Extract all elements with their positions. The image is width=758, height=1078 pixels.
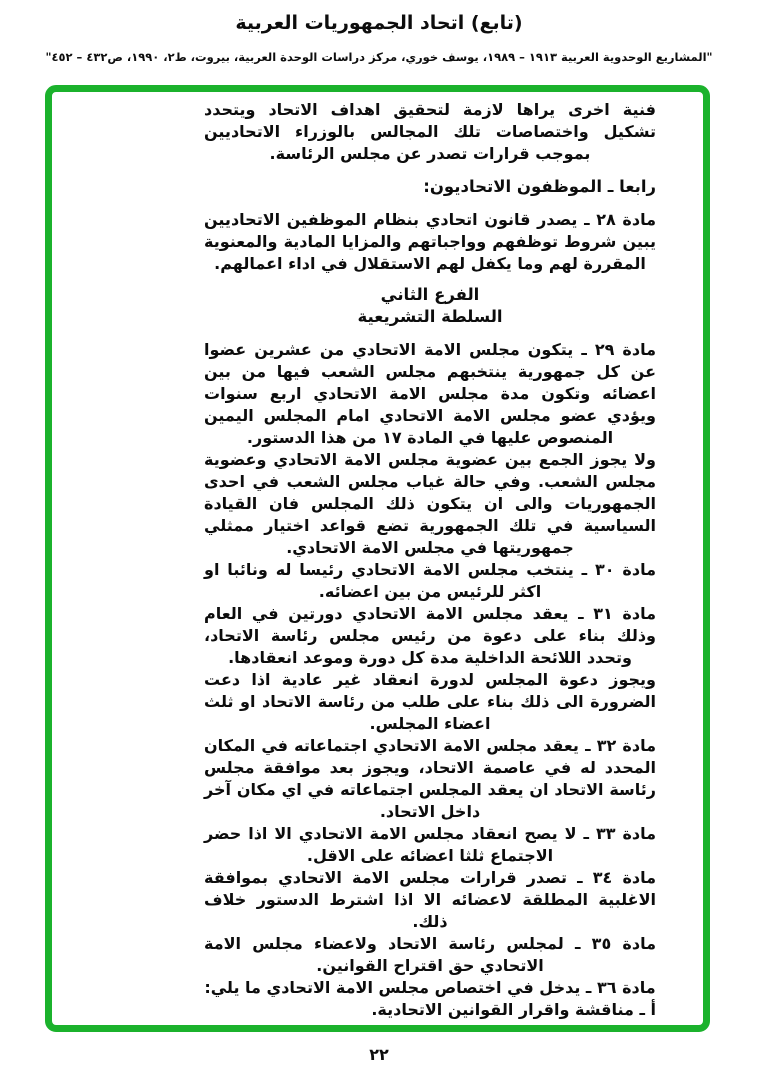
- article-36-item-a: أ ـ مناقشة واقرار القوانين الاتحادية.: [371, 1000, 656, 1019]
- article-31-continued: ويجوز دعوة المجلس لدورة انعقاد غير عادية اذا دعت الضرورة الى ذلك بناء على طلب من رئاسة الاتحاد او ثلث اعضاء المجلس.: [204, 670, 656, 733]
- branch-heading: [204, 284, 656, 328]
- article-30: مادة ٣٠ ـ ينتخب مجلس الامة الاتحادي رئيسا له ونائبا او اكثر للرئيس من بين اعضائه.: [204, 560, 656, 601]
- article-31: مادة ٣١ ـ يعقد مجلس الامة الاتحادي دورتين في العام وذلك بناء على دعوة من رئيس مجلس رئاسة الاتحاد، وتحدد اللائحة الداخلية مدة كل دورة وموعد انعقادها.: [204, 604, 657, 667]
- article-28: مادة ٢٨ ـ يصدر قانون اتحادي بنظام الموظفين الاتحاديين يبين شروط توظفهم وواجباتهم والمزايا المادية والمعنوية المقررة لهم وما يكفل لهم الاستقلال في اداء اعمالهم.: [204, 210, 656, 273]
- article-32: مادة ٣٢ ـ يعقد مجلس الامة الاتحادي اجتماعاته في المكان المحدد له في عاصمة الاتحاد، ويجوز بعد موافقة مجلس رئاسة الاتحاد ان يعقد المجلس اجتماعاته في اي مكان آخر داخل الاتحاد.: [204, 736, 656, 821]
- article-29: مادة ٢٩ ـ يتكون مجلس الامة الاتحادي من عشرين عضوا عن كل جمهورية ينتخبهم مجلس الشعب فيها من بين اعضائه وتكون مدة مجلس الامة الاتحادي اربع سنوات ويؤدي عضو مجلس الامة الاتحادي امام المجلس اليمين المنصوص عليها في المادة ١٧ من هذا الدستور.: [204, 340, 657, 447]
- article-36: مادة ٣٦ ـ يدخل في اختصاص مجلس الامة الاتحادي ما يلي:: [204, 978, 656, 997]
- text-column: [204, 99, 656, 1021]
- article-33: مادة ٣٣ ـ لا يصح انعقاد مجلس الامة الاتحادي الا اذا حضر الاجتماع ثلثا اعضائه على الاقل.: [204, 824, 657, 865]
- paragraph-continuation: فنية اخرى يراها لازمة لتحقيق اهداف الاتحاد ويتحدد تشكيل واختصاصات تلك المجالس بالوزراء الاتحاديين بموجب قرارات تصدر عن مجلس الرئاسة.: [204, 100, 656, 163]
- article-35: مادة ٣٥ ـ لمجلس رئاسة الاتحاد ولاعضاء مجلس الامة الاتحادي حق اقتراح القوانين.: [204, 934, 657, 975]
- green-content-frame: [45, 85, 710, 1032]
- article-34: مادة ٣٤ ـ تصدر قرارات مجلس الامة الاتحادي بموافقة الاغلبية المطلقة لاعضائه الا اذا اشترط الدستور خلاف ذلك.: [204, 868, 657, 931]
- page-title: (تابع) اتحاد الجمهوريات العربية: [235, 12, 523, 34]
- branch-heading-line2: السلطة التشريعية: [357, 307, 503, 326]
- article-29-continued: ولا يجوز الجمع بين عضوية مجلس الامة الاتحادي وعضوية مجلس الشعب. وفي حالة غياب مجلس الشعب في احدى الجمهوريات والى ان يتكون ذلك المجلس فان القيادة السياسية في تلك الجمهورية تضع قواعد اختيار ممثلي جمهوريتها في مجلس الامة الاتحادي.: [204, 450, 656, 557]
- page-number: ٢٢: [369, 1045, 389, 1064]
- section-heading-federal-employees: رابعا ـ الموظفون الاتحاديون:: [423, 177, 656, 196]
- citation-line: "المشاريع الوحدوية العربية ١٩١٣ – ١٩٨٩، يوسف خوري، مركز دراسات الوحدة العربية، بيروت، ط٢، ١٩٩٠، ص٤٣٢ – ٤٥٢": [45, 50, 713, 64]
- branch-heading-line1: الفرع الثاني: [380, 285, 480, 304]
